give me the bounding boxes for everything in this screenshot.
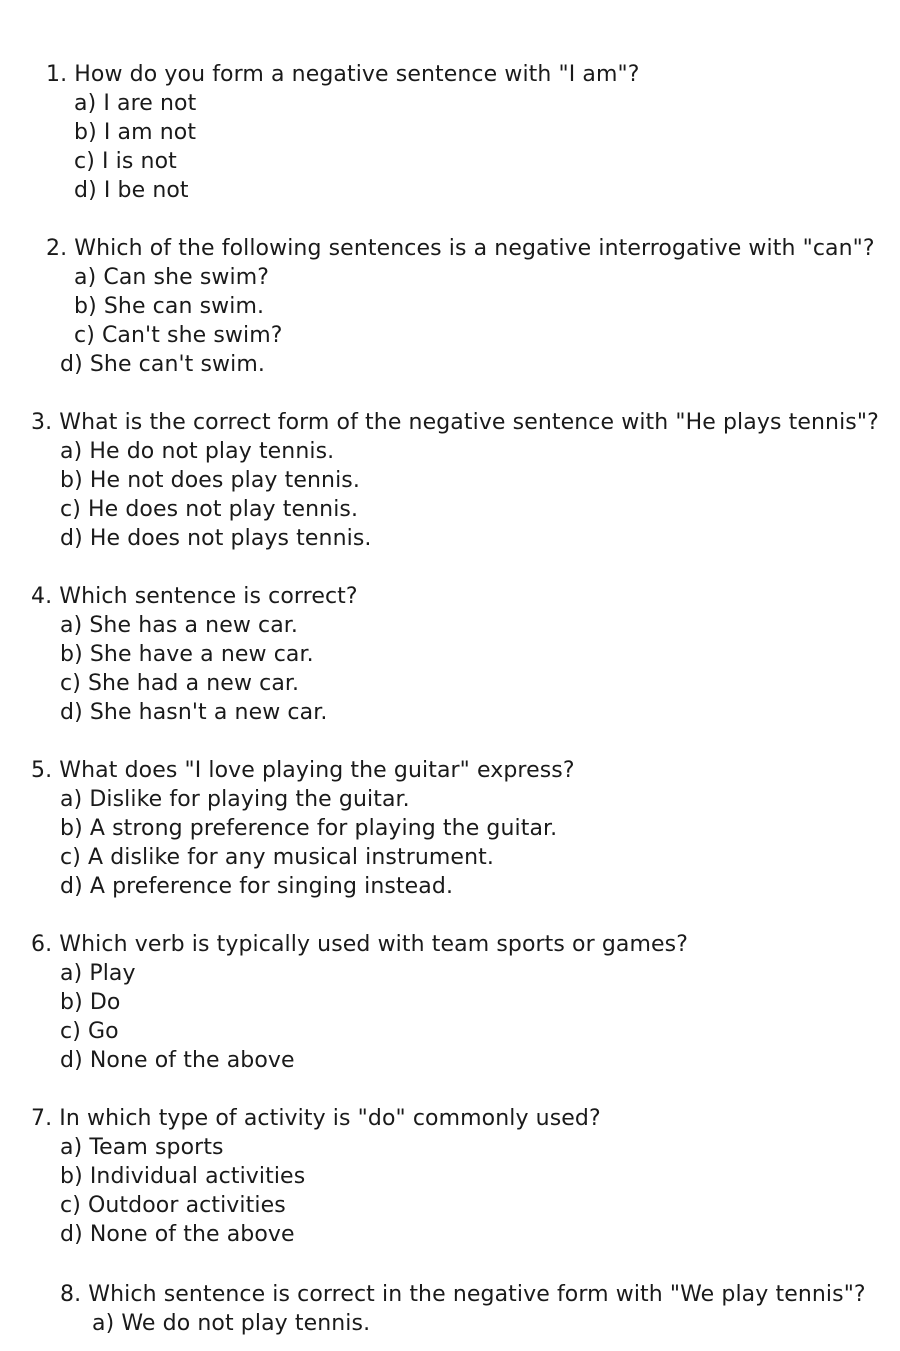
question-3-option-d: d) He does not plays tennis. xyxy=(60,526,372,551)
question-3-option-b: b) He not does play tennis. xyxy=(60,468,360,493)
question-3-option-c: c) He does not play tennis. xyxy=(60,497,359,522)
question-5: 5. What does "I love playing the guitar" express? xyxy=(31,758,575,783)
question-6-option-b: b) Do xyxy=(60,990,121,1015)
question-3: 3. What is the correct form of the negative sentence with "He plays tennis"? xyxy=(31,410,879,435)
question-5-option-b: b) A strong preference for playing the guitar. xyxy=(60,816,558,841)
question-2-option-d: d) She can't swim. xyxy=(60,352,265,377)
question-1-option-b: b) I am not xyxy=(74,120,197,145)
question-1: 1. How do you form a negative sentence with "I am"? xyxy=(46,62,640,87)
question-4-option-a: a) She has a new car. xyxy=(60,613,299,638)
question-6-option-a: a) Play xyxy=(60,961,136,986)
question-7-option-a: a) Team sports xyxy=(60,1135,224,1160)
question-2-option-c: c) Can't she swim? xyxy=(74,323,283,348)
question-1-option-c: c) I is not xyxy=(74,149,177,174)
question-7-option-c: c) Outdoor activities xyxy=(60,1193,286,1218)
question-6-option-c: c) Go xyxy=(60,1019,119,1044)
question-7-option-b: b) Individual activities xyxy=(60,1164,306,1189)
question-8-option-a: a) We do not play tennis. xyxy=(92,1311,371,1336)
question-7-option-d: d) None of the above xyxy=(60,1222,295,1247)
question-5-option-c: c) A dislike for any musical instrument. xyxy=(60,845,494,870)
question-1-option-d: d) I be not xyxy=(74,178,189,203)
question-6: 6. Which verb is typically used with team sports or games? xyxy=(31,932,688,957)
question-4-option-c: c) She had a new car. xyxy=(60,671,300,696)
question-4-option-b: b) She have a new car. xyxy=(60,642,314,667)
question-8: 8. Which sentence is correct in the negative form with "We play tennis"? xyxy=(60,1282,866,1307)
question-4: 4. Which sentence is correct? xyxy=(31,584,358,609)
question-3-option-a: a) He do not play tennis. xyxy=(60,439,335,464)
question-2-option-a: a) Can she swim? xyxy=(74,265,270,290)
question-1-option-a: a) I are not xyxy=(74,91,197,116)
question-2: 2. Which of the following sentences is a negative interrogative with "can"? xyxy=(46,236,875,261)
question-4-option-d: d) She hasn't a new car. xyxy=(60,700,328,725)
question-2-option-b: b) She can swim. xyxy=(74,294,265,319)
question-6-option-d: d) None of the above xyxy=(60,1048,295,1073)
question-5-option-a: a) Dislike for playing the guitar. xyxy=(60,787,410,812)
question-5-option-d: d) A preference for singing instead. xyxy=(60,874,454,899)
question-7: 7. In which type of activity is "do" commonly used? xyxy=(31,1106,601,1131)
